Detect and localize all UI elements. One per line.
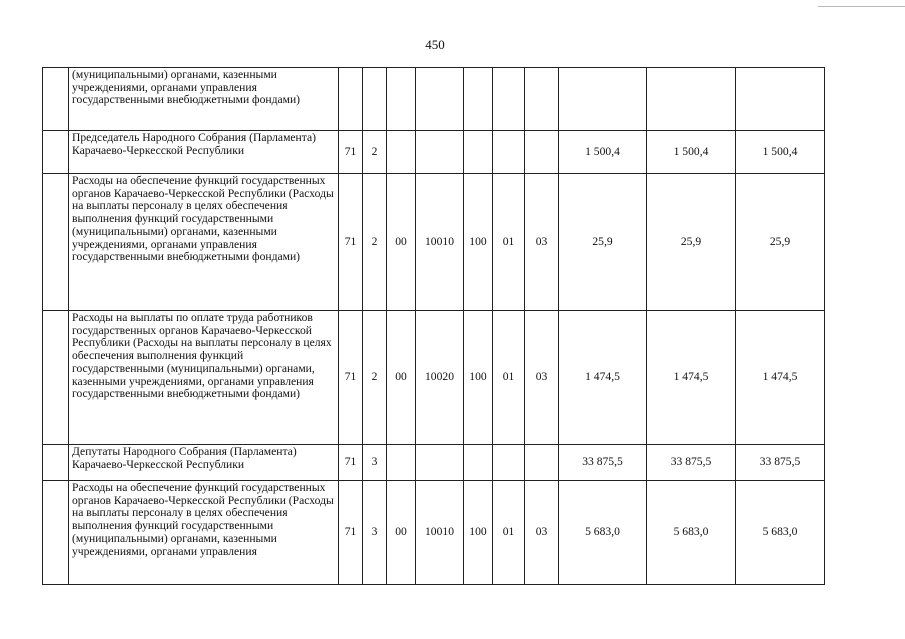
code-cell-4	[416, 131, 464, 174]
code-cell-2	[363, 68, 387, 131]
amount-cell-3: 33 875,5	[736, 445, 825, 481]
code-cell-6	[493, 68, 525, 131]
code-cell-6: 01	[493, 481, 525, 585]
code-cell-1: 71	[339, 481, 363, 585]
code-cell-3: 00	[387, 481, 416, 585]
index-cell	[43, 311, 69, 445]
amount-cell-1: 33 875,5	[559, 445, 647, 481]
code-cell-3	[387, 131, 416, 174]
code-cell-7: 03	[525, 174, 559, 311]
code-cell-3: 00	[387, 311, 416, 445]
amount-cell-2: 25,9	[647, 174, 736, 311]
index-cell	[43, 445, 69, 481]
amount-cell-1: 1 474,5	[559, 311, 647, 445]
code-cell-3	[387, 445, 416, 481]
code-cell-6	[493, 131, 525, 174]
page-number: 450	[425, 37, 445, 52]
amount-cell-2: 1 500,4	[647, 131, 736, 174]
item-name-cell: Председатель Народного Собрания (Парламента) Карачаево-Черкесской Республики	[69, 131, 339, 174]
index-cell	[43, 68, 69, 131]
item-name-cell: Депутаты Народного Собрания (Парламента) Карачаево-Черкесской Республики	[69, 445, 339, 481]
code-cell-7: 03	[525, 481, 559, 585]
code-cell-1: 71	[339, 174, 363, 311]
code-cell-4	[416, 68, 464, 131]
amount-cell-2	[647, 68, 736, 131]
amount-cell-1: 25,9	[559, 174, 647, 311]
code-cell-6: 01	[493, 311, 525, 445]
code-cell-7	[525, 445, 559, 481]
code-cell-7	[525, 131, 559, 174]
code-cell-2: 2	[363, 311, 387, 445]
code-cell-7: 03	[525, 311, 559, 445]
code-cell-1: 71	[339, 311, 363, 445]
code-cell-1: 71	[339, 131, 363, 174]
code-cell-7	[525, 68, 559, 131]
code-cell-3	[387, 68, 416, 131]
code-cell-5	[464, 445, 493, 481]
code-cell-4: 10010	[416, 481, 464, 585]
item-name-cell: (муниципальными) органами, казенными учреждениями, органами управления государственными внебюджетными фондами)	[69, 68, 339, 131]
index-cell	[43, 174, 69, 311]
code-cell-1: 71	[339, 445, 363, 481]
table-body	[43, 68, 825, 585]
code-cell-1	[339, 68, 363, 131]
amount-cell-3	[736, 68, 825, 131]
amount-cell-3: 5 683,0	[736, 481, 825, 585]
amount-cell-2: 5 683,0	[647, 481, 736, 585]
code-cell-4	[416, 445, 464, 481]
table-row	[43, 174, 825, 311]
table-row	[43, 445, 825, 481]
index-cell	[43, 131, 69, 174]
amount-cell-3: 1 500,4	[736, 131, 825, 174]
budget-table	[42, 67, 825, 585]
code-cell-4: 10020	[416, 311, 464, 445]
code-cell-2: 3	[363, 445, 387, 481]
code-cell-2: 2	[363, 174, 387, 311]
table-row	[43, 131, 825, 174]
amount-cell-3: 25,9	[736, 174, 825, 311]
code-cell-3: 00	[387, 174, 416, 311]
index-cell	[43, 481, 69, 585]
item-name-cell: Расходы на обеспечение функций государственных органов Карачаево-Черкесской Республики (Расходы на выплаты персоналу в целях обеспечения выполнения функций государственными (муниципальными) органами, казенными учреждениями, органами управления	[69, 481, 339, 585]
table-row	[43, 311, 825, 445]
code-cell-5	[464, 68, 493, 131]
item-name-cell: Расходы на выплаты по оплате труда работников государственных органов Карачаево-Черкесской Республики (Расходы на выплаты персоналу в целях обеспечения выполнения функций государственными (муниципальными) органами, казенными учреждениями, органами управления государственными внебюджетными фондами)	[69, 311, 339, 445]
code-cell-2: 3	[363, 481, 387, 585]
code-cell-2: 2	[363, 131, 387, 174]
amount-cell-1: 5 683,0	[559, 481, 647, 585]
corner-rule	[818, 6, 905, 7]
code-cell-5	[464, 131, 493, 174]
code-cell-6	[493, 445, 525, 481]
table-row	[43, 68, 825, 131]
item-name-cell: Расходы на обеспечение функций государственных органов Карачаево-Черкесской Республики (Расходы на выплаты персоналу в целях обеспечения выполнения функций государственными (муниципальными) органами, казенными учреждениями, органами управления государственными внебюджетными фондами)	[69, 174, 339, 311]
code-cell-6: 01	[493, 174, 525, 311]
table-row	[43, 481, 825, 585]
amount-cell-1	[559, 68, 647, 131]
code-cell-5: 100	[464, 311, 493, 445]
code-cell-5: 100	[464, 174, 493, 311]
amount-cell-2: 33 875,5	[647, 445, 736, 481]
amount-cell-2: 1 474,5	[647, 311, 736, 445]
code-cell-4: 10010	[416, 174, 464, 311]
amount-cell-1: 1 500,4	[559, 131, 647, 174]
amount-cell-3: 1 474,5	[736, 311, 825, 445]
code-cell-5: 100	[464, 481, 493, 585]
